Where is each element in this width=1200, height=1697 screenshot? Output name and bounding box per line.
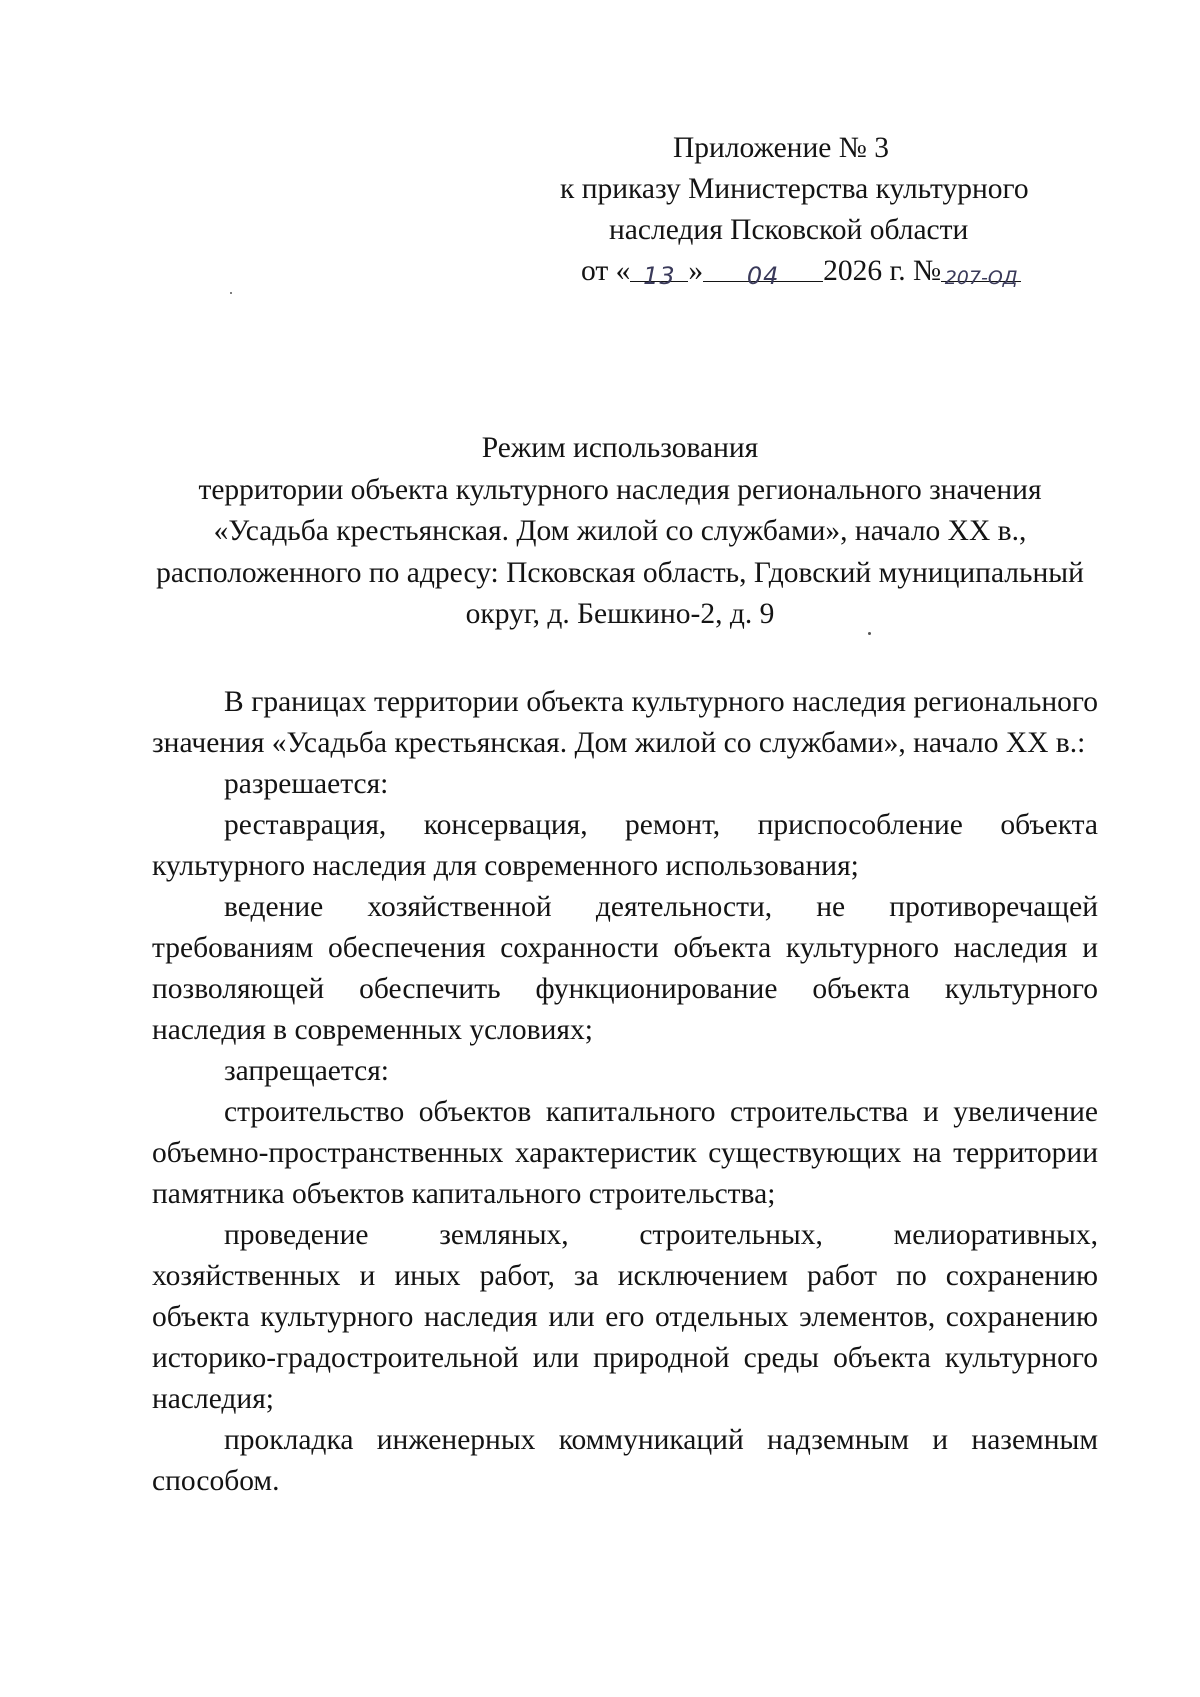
order-date-line xyxy=(560,251,1100,292)
document-body xyxy=(152,682,1098,1502)
appendix-number: Приложение № 3 xyxy=(673,132,889,164)
handwritten-month: 04 xyxy=(746,262,780,290)
intro-paragraph: В границах территории объекта культурного наследия регионального значения «Усадьба крестьянская. Дом жилой со службами», начало XX в.: xyxy=(152,686,1098,759)
title-line-1: Режим использования xyxy=(481,432,759,464)
scan-speck xyxy=(230,292,232,294)
document-title xyxy=(150,428,1090,636)
allowed-label: разрешается: xyxy=(224,768,389,800)
day-blank xyxy=(630,251,688,290)
title-line-3: «Усадьба крестьянская. Дом жилой со службами», начало XX в., xyxy=(213,515,1027,547)
order-reference: к приказу Министерства культурного xyxy=(560,173,1029,205)
allowed-item: ведение хозяйственной деятельности, не противоречащей требованиям обеспечения сохранности объекта культурного наследия и позволяющей обеспечить функционирование объекта культурного наследия в современных условиях; xyxy=(152,891,1098,1046)
forbidden-item: строительство объектов капитального строительства и увеличение объемно-пространственных характеристик существующих на территории памятника объектов капитального строительства; xyxy=(152,1096,1098,1210)
number-blank xyxy=(941,251,1021,289)
year-text: 2026 г. № xyxy=(823,255,942,287)
forbidden-item: проведение земляных, строительных, мелиоративных, хозяйственных и иных работ, за исключением работ по сохранению объекта культурного наследия или его отдельных элементов, сохранению историко-градостроительной или природной среды объекта культурного наследия; xyxy=(152,1219,1098,1415)
title-line-5: округ, д. Бешкино-2, д. 9 xyxy=(465,598,775,630)
forbidden-item: прокладка инженерных коммуникаций надземным и наземным способом. xyxy=(152,1424,1098,1497)
appendix-header xyxy=(560,128,1100,292)
allowed-item: реставрация, консервация, ремонт, приспособление объекта культурного наследия для современного использования; xyxy=(152,809,1098,882)
day-close: » xyxy=(688,255,704,287)
scan-speck xyxy=(868,632,871,635)
title-line-2: территории объекта культурного наследия регионального значения xyxy=(198,473,1042,506)
ministry-name: наследия Псковской области xyxy=(609,214,969,246)
title-line-4: расположенного по адресу: Псковская область, Гдовский муниципальный xyxy=(156,556,1084,589)
month-blank xyxy=(703,251,823,290)
forbidden-label: запрещается: xyxy=(224,1055,390,1087)
handwritten-number: 207-ОД xyxy=(944,267,1018,289)
handwritten-day: 13 xyxy=(643,262,676,290)
date-prefix: от « xyxy=(581,255,631,287)
